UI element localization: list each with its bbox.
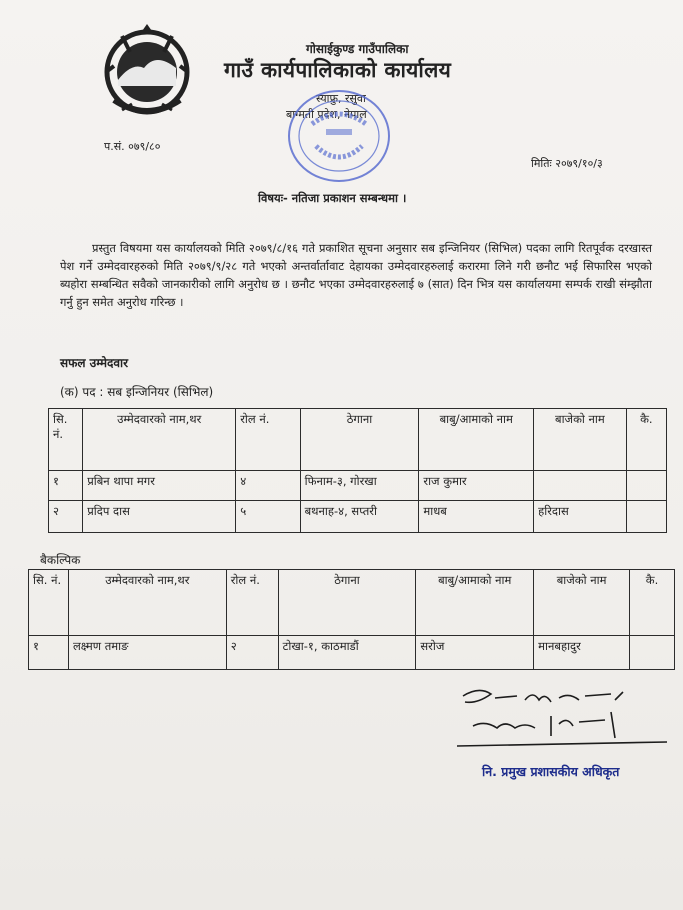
col-parent: बाबु/आमाको नाम <box>419 409 534 471</box>
cell-address: फिनाम-३, गोरखा <box>300 471 419 501</box>
cell-remarks <box>626 471 666 501</box>
cell-remarks <box>626 501 666 533</box>
officer-title: नि. प्रमुख प्रशासकीय अधिकृत <box>482 764 620 779</box>
col-name: उम्मेदवारको नाम,थर <box>68 570 226 636</box>
table-row <box>49 501 667 533</box>
cell-parent: माधब <box>419 501 534 533</box>
reference-number: प.सं. ०७९/८० <box>104 140 161 153</box>
cell-roll: ४ <box>236 471 300 501</box>
cell-grandfather: हरिदास <box>534 501 627 533</box>
office-name: गोसाईकुण्ड गाउँपालिका <box>306 42 409 56</box>
col-roll: रोल नं. <box>236 409 300 471</box>
letter-date: मितिः २०७९/१०/३ <box>531 157 603 170</box>
address-line-1: स्याफ्रु, रसुवा <box>316 92 366 105</box>
cell-grandfather: मानबहादुर <box>534 636 630 670</box>
office-stamp <box>282 84 396 188</box>
table-row <box>29 636 675 670</box>
cell-address: टोखा-१, काठमाडौं <box>278 636 416 670</box>
post-title: (क) पद : सब इन्जिनियर (सिभिल) <box>60 385 214 399</box>
office-title: गाउँ कार्यपालिकाको कार्यालय <box>224 58 452 82</box>
cell-grandfather <box>534 471 627 501</box>
cell-remarks <box>630 636 675 670</box>
handwritten-signature <box>455 682 670 752</box>
cell-address: बथनाह-४, सप्तरी <box>300 501 419 533</box>
col-sn: सि. नं. <box>29 570 69 636</box>
cell-sn: २ <box>49 501 83 533</box>
cell-roll: २ <box>226 636 278 670</box>
col-roll: रोल नं. <box>226 570 278 636</box>
cell-sn: १ <box>49 471 83 501</box>
cell-name: प्रदिप दास <box>83 501 236 533</box>
col-address: ठेगाना <box>300 409 419 471</box>
cell-roll: ५ <box>236 501 300 533</box>
successful-heading: सफल उम्मेदवार <box>60 356 129 370</box>
col-remarks: कै. <box>626 409 666 471</box>
nepal-emblem-logo <box>92 22 202 122</box>
alternate-heading: बैकल्पिक <box>40 553 81 567</box>
col-name: उम्मेदवारको नाम,थर <box>83 409 236 471</box>
col-parent: बाबु/आमाको नाम <box>416 570 534 636</box>
cell-name: लक्ष्मण तमाङ <box>68 636 226 670</box>
cell-parent: सरोज <box>416 636 534 670</box>
cell-name: प्रबिन थापा मगर <box>83 471 236 501</box>
subject-line: विषयः- नतिजा प्रकाशन सम्बन्धमा । <box>258 191 407 205</box>
col-grandfather: बाजेको नाम <box>534 409 627 471</box>
successful-candidates-table <box>48 408 667 533</box>
table-row <box>49 471 667 501</box>
cell-sn: १ <box>29 636 69 670</box>
address-line-2: बाग्मती प्रदेश, नेपाल <box>286 108 367 121</box>
col-address: ठेगाना <box>278 570 416 636</box>
col-sn: सि. नं. <box>49 409 83 471</box>
body-paragraph: प्रस्तुत विषयमा यस कार्यालयको मिति २०७९/८/१६ गते प्रकाशित सूचना अनुसार सब इन्जिनियर (सिभिल) पदका लागि रितपूर्वक दरखास्त पेश गर्ने उम्मेदवारहरुको मिति २०७९/९/२८ गते भएको अन्तर्वार्तावाट देहायका उम्मेदवारहरुलाई करारमा लिने गरी छनौट भई सिफारिस भएको ब्यहोरा सम्बन्धित सवैको जानकारीको लागि अनुरोध छ । छनौट भएका उम्मेदवारहरुलाई ७ (सात) दिन भित्र यस कार्यालयमा सम्पर्क राखी संम्झौता गर्नु हुन समेत अनुरोध गरिन्छ । <box>60 241 652 309</box>
cell-parent: राज कुमार <box>419 471 534 501</box>
col-grandfather: बाजेको नाम <box>534 570 630 636</box>
col-remarks: कै. <box>630 570 675 636</box>
alternate-candidates-table <box>28 569 675 670</box>
